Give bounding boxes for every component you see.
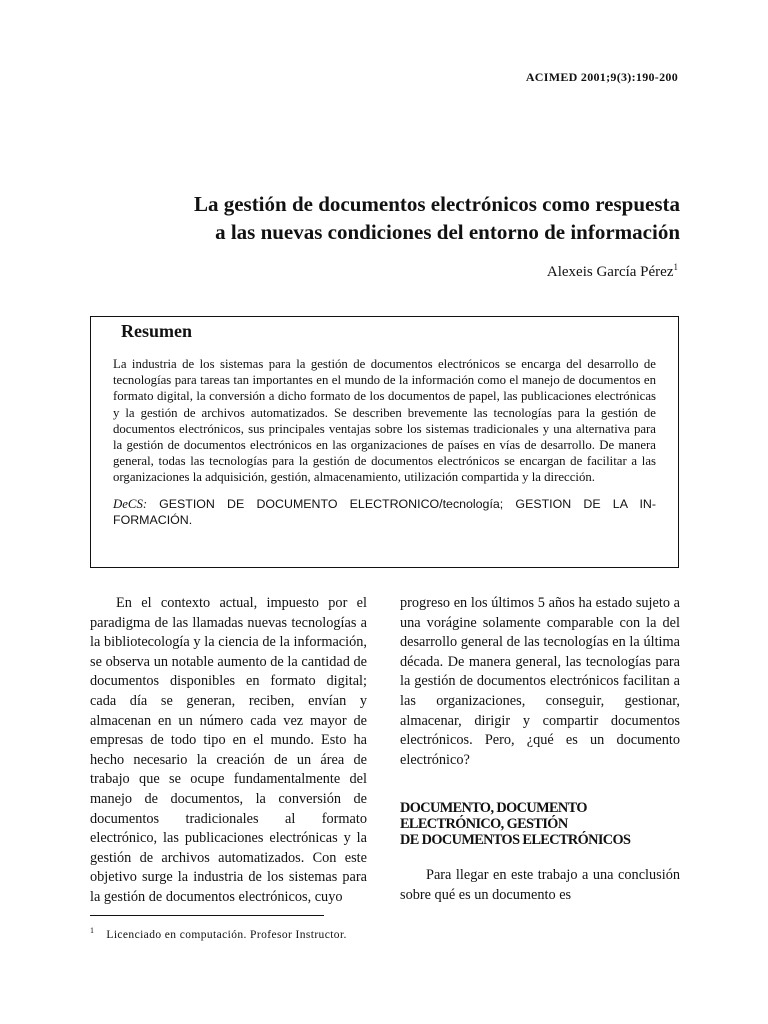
author-name: Alexeis García Pérez xyxy=(546,264,674,280)
body-column-left xyxy=(90,594,367,908)
author-line xyxy=(547,262,678,281)
footnote-mark: 1 xyxy=(90,926,95,935)
article-title xyxy=(90,190,680,246)
footnote xyxy=(90,926,347,941)
footnote-divider xyxy=(90,915,324,916)
title-line: a las nuevas condiciones del entorno de información xyxy=(215,220,680,244)
footnote-text: Licenciado en computación. Profesor Instructor. xyxy=(106,928,347,941)
abstract-box xyxy=(90,316,679,568)
abstract-text: La industria de los sistemas para la gestión de documentos electrónicos se encarga del desarrollo de tecnologías para tareas tan importantes en el mundo de la información como el manejo de documentos en formato digital, la conversión a dicho formato de los documentos de papel, las publicaciones electrónicas y la gestión de archivos automatizados. Se describen brevemente las tecnologías para la gestión de documentos electrónicos, sus principales ventajas sobre los sistemas tradicionales y una alternativa para la gestión de documentos electrónicos en las organizaciones de países en vías de desarrollo. De manera general, todas las tecnologías para la gestión de documentos electrónicos se encargan de facilitar a las organizaciones la adquisición, gestión, almacenamiento, utilización compartida y la dirección. xyxy=(113,357,656,485)
section-heading-line: DE DOCUMENTOS ELECTRÓNICOS xyxy=(400,832,631,849)
decs-terms: GESTION DE DOCUMENTO ELECTRONICO/tecnología; GESTION DE LA INFORMACIÓN. xyxy=(113,496,657,527)
section-heading xyxy=(400,800,680,848)
title-line: La gestión de documentos electrónicos como respuesta xyxy=(193,192,680,216)
abstract-heading: Resumen xyxy=(121,321,192,341)
section-heading-line: ELECTRÓNICO, GESTIÓN xyxy=(400,816,568,833)
body-paragraph: En el contexto actual, impuesto por el paradigma de las llamadas nuevas tecnologías a la bibliotecología y la ciencia de la información, se observa un notable aumento de la cantidad de documentos disponibles en formato digital; cada día se generan, reciben, envían y almacenan en un número cada vez mayor de empresas de todo tipo en el mundo. Esto ha hecho necesario la creación de un área de trabajo que se ocupe fundamentalmente del manejo de documentos, la conversión de documentos tradicionales al formato electrónico, las publicaciones electrónicas y la gestión de archivos automatizados. Con este objetivo surge la industria de los sistemas para la gestión de documentos electrónicos, cuyo xyxy=(90,595,367,905)
journal-reference: ACIMED 2001;9(3):190-200 xyxy=(525,70,678,84)
section-heading-line: DOCUMENTO, DOCUMENTO xyxy=(400,800,587,817)
body-paragraph: Para llegar en este trabajo a una conclusión sobre qué es un documento es xyxy=(400,867,680,903)
body-paragraph: progreso en los últimos 5 años ha estado sujeto a una vorágine solamente comparable con la del desarrollo general de las tecnologías en la última década. De manera general, las tecnologías para la gestión de documentos electrónicos facilitan a las organizaciones, conseguir, gestionar, almacenar, dirigir y compartir documentos electrónicos. Pero, ¿qué es un documento electrónico? xyxy=(400,595,680,768)
author-footnote-mark: 1 xyxy=(673,262,678,272)
body-column-right xyxy=(400,594,680,906)
decs-label: DeCS: xyxy=(113,496,148,511)
decs-keywords xyxy=(113,496,656,528)
